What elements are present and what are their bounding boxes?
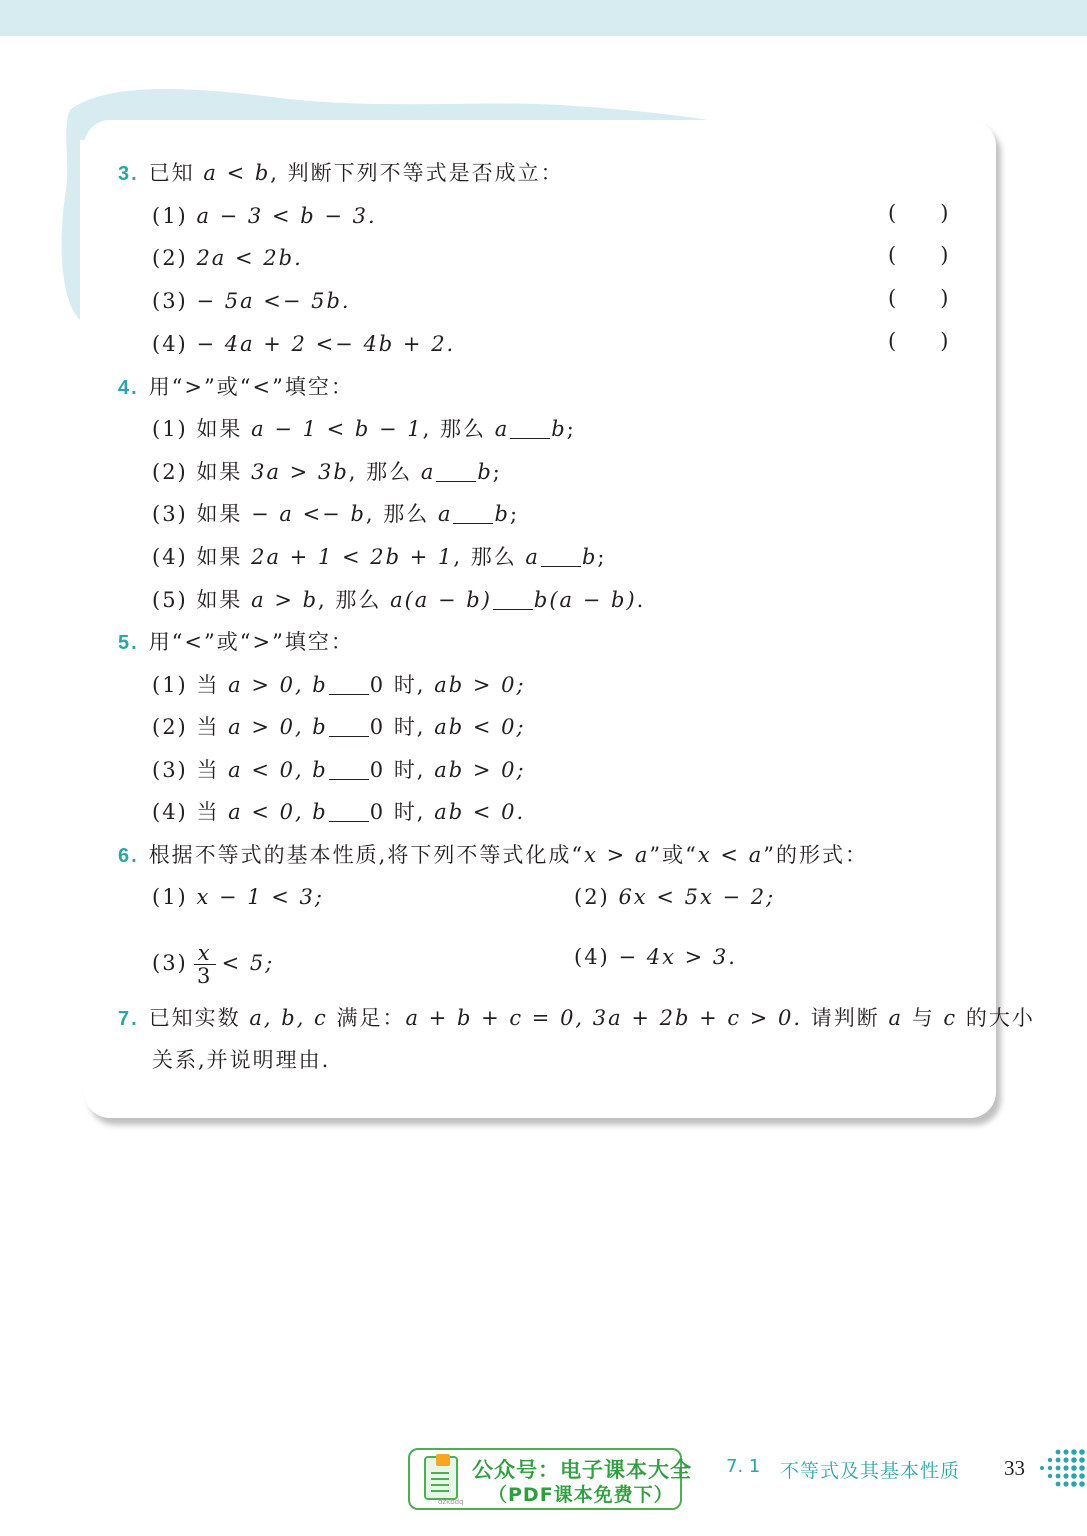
badge-line-1: 公众号：电子课本大全 <box>472 1458 692 1482</box>
q3-item-3: (3) − 5a <− 5b. <box>152 289 351 313</box>
q6-item-2: (2) 6x < 5x − 2; <box>574 885 776 909</box>
wechat-badge <box>408 1448 692 1510</box>
dot-grid-icon <box>1036 1446 1086 1490</box>
badge-line-2: （PDF课本免费下） <box>488 1484 674 1506</box>
answer-paren: () <box>888 286 993 310</box>
section-title: 不等式及其基本性质 <box>780 1460 961 1482</box>
q3-stem: 3. 已知 a < b, 判断下列不等式是否成立： <box>118 161 564 185</box>
fill-blank <box>329 799 369 822</box>
fill-blank <box>510 416 550 439</box>
fill-blank <box>329 672 369 695</box>
q3-item-1: (1) a − 3 < b − 3. <box>152 204 377 228</box>
q7-number: 7. <box>118 1008 139 1030</box>
fill-blank <box>329 757 369 780</box>
q6-item-3: (3) $\frac{x}{3}$ < 5; <box>152 941 275 988</box>
q5-item-4: (4) 当 a < 0, b 0 时, ab < 0. <box>152 800 526 824</box>
badge-small-text: dzkbdq <box>438 1498 464 1506</box>
q4-item-1: (1) 如果 a − 1 < b − 1, 那么 a b; <box>152 417 576 441</box>
fill-blank <box>493 587 533 610</box>
q7-stem: 7. 已知实数 a, b, c 满足：a + b + c = 0, 3a + 2b + c > 0. 请判断 a 与 c 的大小 <box>118 1006 1035 1030</box>
fill-blank <box>541 544 581 567</box>
q6-stem: 6. 根据不等式的基本性质,将下列不等式化成“x > a”或“x < a”的形式： <box>118 843 868 867</box>
q5-number: 5. <box>118 632 139 654</box>
answer-paren: () <box>888 243 993 267</box>
answer-paren: () <box>888 201 993 225</box>
q4-item-3: (3) 如果 − a <− b, 那么 a b; <box>152 502 520 526</box>
q4-item-5: (5) 如果 a > b, 那么 a(a − b) b(a − b). <box>152 588 646 612</box>
q3-number: 3. <box>118 163 139 185</box>
q5-item-1: (1) 当 a > 0, b 0 时, ab > 0; <box>152 673 526 697</box>
fill-blank <box>329 714 369 737</box>
section-number: 7. 1 <box>726 1456 761 1477</box>
book-icon <box>424 1456 458 1500</box>
q3-item-4: (4) − 4a + 2 <− 4b + 2. <box>152 332 456 356</box>
fraction: $\frac{x}{3}$ <box>194 942 216 987</box>
q3-item-2: (2) 2a < 2b. <box>152 246 303 270</box>
page-number: 33 <box>1004 1456 1025 1480</box>
q6-item-4: (4) − 4x > 3. <box>574 945 737 969</box>
q4-item-4: (4) 如果 2a + 1 < 2b + 1, 那么 a b; <box>152 545 607 569</box>
q4-stem: 4. 用“>”或“<”填空： <box>118 375 354 399</box>
q6-item-1: (1) x − 1 < 3; <box>152 885 324 909</box>
q6-number: 6. <box>118 845 139 867</box>
q4-number: 4. <box>118 377 139 399</box>
answer-paren: () <box>888 329 993 353</box>
fill-blank <box>436 459 476 482</box>
fill-blank <box>453 501 493 524</box>
q5-item-3: (3) 当 a < 0, b 0 时, ab > 0; <box>152 758 526 782</box>
q5-stem: 5. 用“<”或“>”填空： <box>118 630 354 654</box>
q5-item-2: (2) 当 a > 0, b 0 时, ab < 0; <box>152 715 526 739</box>
q7-line-2: 关系,并说明理由. <box>152 1048 331 1072</box>
q4-item-2: (2) 如果 3a > 3b, 那么 a b; <box>152 460 502 484</box>
